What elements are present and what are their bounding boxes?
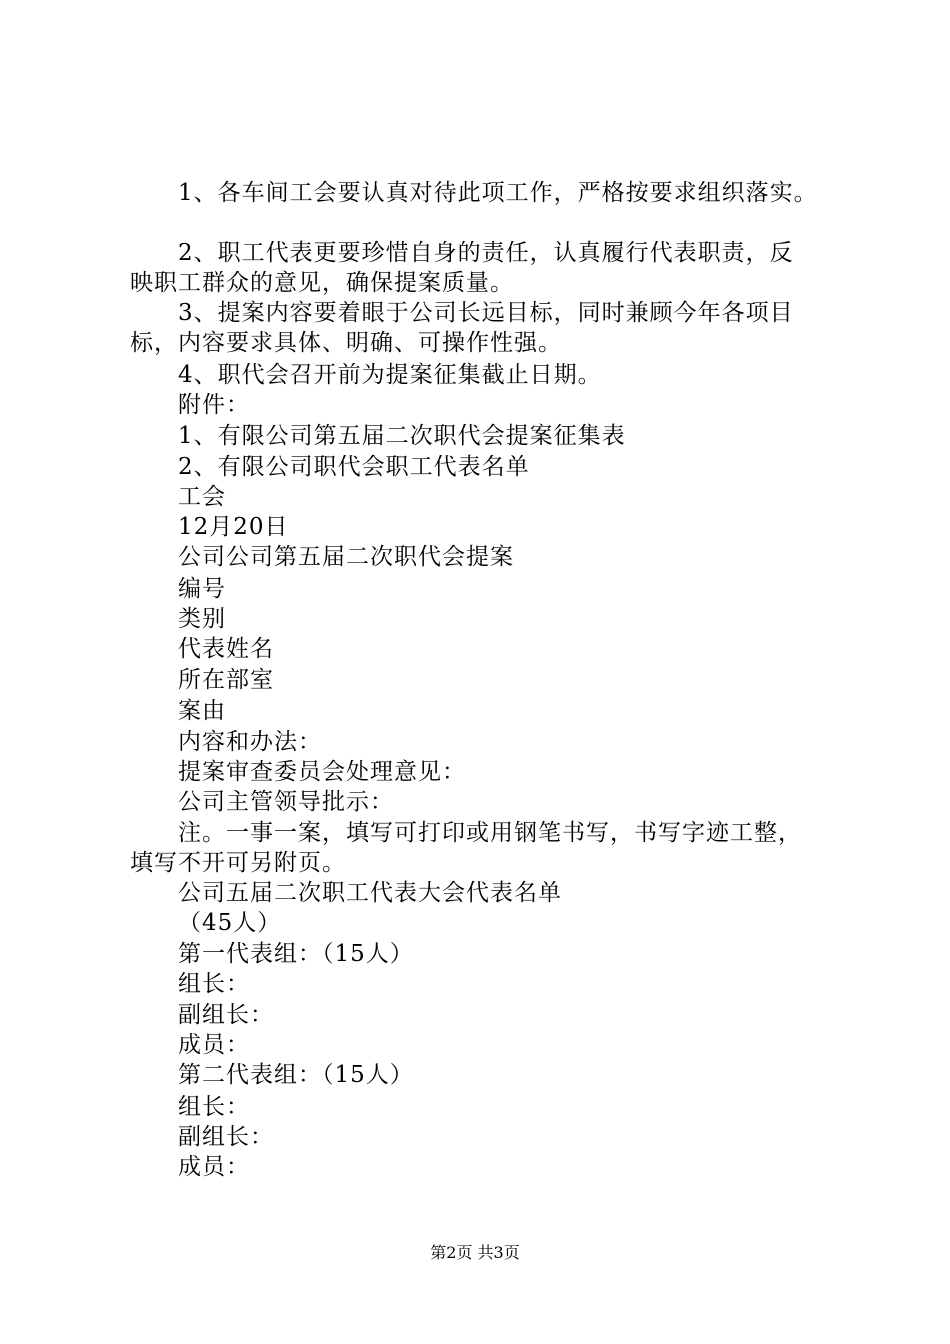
group-2-title: 第二代表组：（15人） xyxy=(178,1062,414,1088)
field-content: 内容和办法： xyxy=(178,729,322,755)
attachment-1: 1、有限公司第五届二次职代会提案征集表 xyxy=(178,423,626,449)
field-number: 编号 xyxy=(178,576,226,602)
paragraph-2-line-1: 2、职工代表更要珍惜自身的责任，认真履行代表职责，反 xyxy=(178,240,794,266)
group-2-members: 成员： xyxy=(178,1154,250,1180)
roster-total: （45人） xyxy=(178,910,282,936)
proposal-form-title: 公司公司第五届二次职代会提案 xyxy=(178,544,514,570)
attachments-label: 附件： xyxy=(178,392,250,418)
group-1-leader: 组长： xyxy=(178,971,250,997)
paragraph-2-line-2: 映职工群众的意见，确保提案质量。 xyxy=(130,270,514,296)
field-category: 类别 xyxy=(178,606,226,632)
field-review: 提案审查委员会处理意见： xyxy=(178,759,466,785)
roster-title: 公司五届二次职工代表大会代表名单 xyxy=(178,880,562,906)
field-rep-name: 代表姓名 xyxy=(178,636,274,662)
field-leader: 公司主管领导批示： xyxy=(178,789,394,815)
issuer-union: 工会 xyxy=(178,484,226,510)
page-footer: 第2页 共3页 xyxy=(430,1243,520,1262)
group-1-title: 第一代表组：（15人） xyxy=(178,941,414,967)
note-line-1: 注。一事一案，填写可打印或用钢笔书写，书写字迹工整， xyxy=(178,820,802,846)
note-line-2: 填写不开可另附页。 xyxy=(130,850,346,876)
field-department: 所在部室 xyxy=(178,667,274,693)
paragraph-4: 4、职代会召开前为提案征集截止日期。 xyxy=(178,362,602,388)
issue-date: 12月20日 xyxy=(178,514,289,540)
group-1-deputy: 副组长： xyxy=(178,1002,274,1028)
group-2-deputy: 副组长： xyxy=(178,1124,274,1150)
attachment-2: 2、有限公司职代会职工代表名单 xyxy=(178,454,530,480)
paragraph-3-line-2: 标，内容要求具体、明确、可操作性强。 xyxy=(130,330,562,356)
group-1-members: 成员： xyxy=(178,1032,250,1058)
paragraph-3-line-1: 3、提案内容要着眼于公司长远目标，同时兼顾今年各项目 xyxy=(178,300,794,326)
group-2-leader: 组长： xyxy=(178,1094,250,1120)
paragraph-1: 1、各车间工会要认真对待此项工作，严格按要求组织落实。 xyxy=(178,180,818,206)
field-reason: 案由 xyxy=(178,698,226,724)
